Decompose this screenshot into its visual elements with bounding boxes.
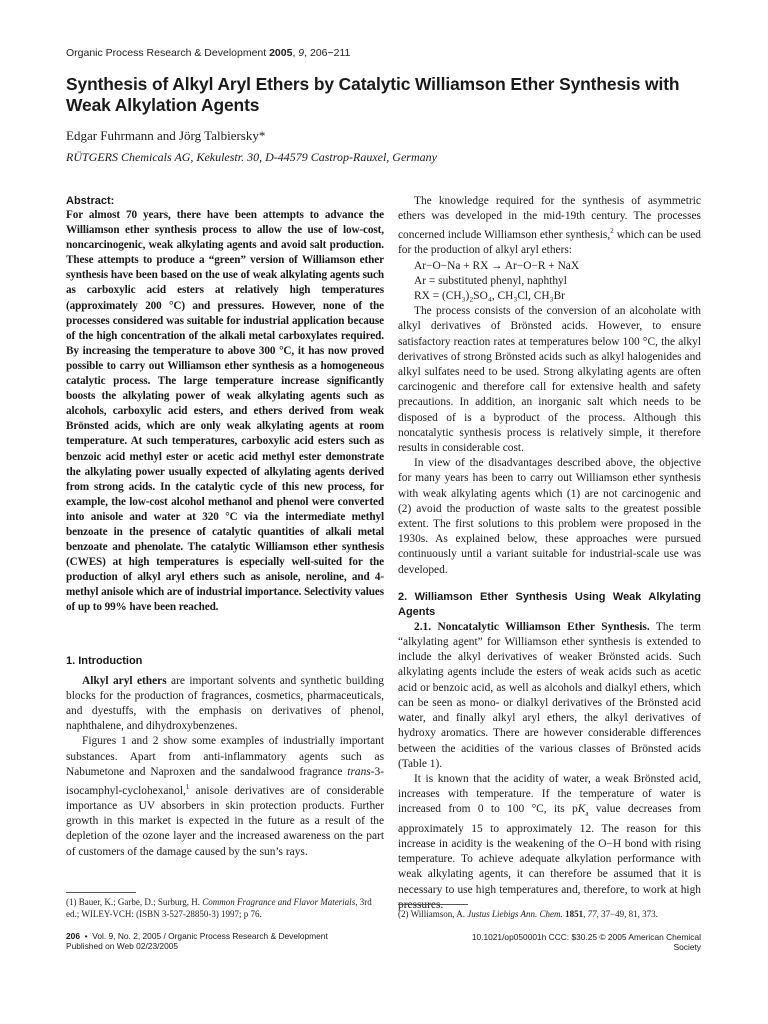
intro-paragraph-2: Figures 1 and 2 show some examples of industrially important substances. Apart from anti-inflammatory agents such as Nabumetone and Naproxen and the sandalwood fragrance trans-3-isocamphyl-cyclohexanol,$^1$ anisole derivatives are of considerable importance as UV absorbers in skin protection products. Further growth in this market is expected in the future as a result of the depletion of the ozone layer and the increased awareness on the part of customers of the damage caused by the sun’s rays. bbox=[66, 735, 384, 858]
section-spacer bbox=[66, 616, 384, 654]
acidity-paragraph: It is known that the acidity of water, a weak Brönsted acid, increases with temperature. If the temperature of water is increased from 0 to 100 °C, its $pK_a$ value decreases from approximately 15 to approximately 12. The reason for this increase in acidity is the weakening of the O−H bond with rising temperature. To achieve adequate alkylation performance with weak alkylating agents, it can therefore be assumed that it is necessary to use high temperatures and, therefore, to work at high pressures. bbox=[398, 772, 702, 911]
publication-date: Published on Web 02/23/2005 bbox=[66, 941, 179, 951]
journal-citation: Organic Process Research & Development 2005, 9, 206−211 bbox=[66, 47, 351, 59]
abstract-heading: Abstract: bbox=[66, 195, 115, 207]
footer-left: 206 • Vol. 9, No. 2, 2005 / Organic Process Research & Development Published on Web 02/23/2005 bbox=[66, 931, 328, 951]
journal-name: Organic Process Research & Development bbox=[66, 47, 267, 59]
subsection-2-1: 2.1. Noncatalytic Williamson Ether Synthesis. The term “alkylating agent” for Williamson ether synthesis is extended to include the alkyl derivatives of weaker Brönsted acids. Such alkylating agents include the esters of weak acids such as acetic acid or benzoic acid, as well as alcohols and dialkyl ethers, which can be seen as mono- or dialkyl derivatives of the Brönsted acid water, and finally alkyl aryl ethers, the alkyl derivatives of hydroxy aromatics. There are however considerable differences between the acidities of the various classes of Brönsted acids (Table 1). bbox=[398, 620, 701, 770]
abstract-text: For almost 70 years, there have been attempts to advance the Williamson ether synthesis process to allow the use of low-cost, noncarcinogenic, weak alkylating agents and avoid salt production. These attempts to produce a “green” version of Williamson ether synthesis have been based on the use of weak alkylating agents such as carboxylic acid esters at relatively high temperatures (approximately 200 °C) and pressures. However, none of the processes considered was suitable for industrial application because of the high concentration of the alkali metal carboxylates required. By increasing the temperature to above 300 °C, it has now proved possible to carry out Williamson ether synthesis as a homogeneous catalytic process. The large temperature increase significantly boosts the alkylating power of weak alkylating agents such as alcohols, carboxylic acid esters, and ethers derived from weak Brönsted acids, which are only weak alkylating agents at room temperature. At such temperatures, carboxylic acid esters such as benzoic acid methyl ester or acetic acid methyl ester demonstrate the alkylating power usually expected of alkylating agents derived from strong acids. In the catalytic cycle of this new process, for example, the low-cost alcohol methanol and phenol were converted into anisole and water at 320 °C via the intermediate methyl benzoate in the presence of catalytic quantities of alkali metal benzoate and phenolate. The catalytic Williamson ether synthesis (CWES) at high temperatures is especially well-suited for the production of alkyl aryl ethers such as anisole, neroline, and 4-methyl anisole which are of industrial importance. Selectivity values of up to 99% have been reached. bbox=[66, 209, 384, 614]
footnote-1: (1) Bauer, K.; Garbe, D.; Surburg, H. Common Fragrance and Flavor Materials, 3rd ed.; WILEY-VCH: (ISBN 3-527-28850-3) 1997; p 76. bbox=[66, 897, 372, 919]
issue-info: Vol. 9, No. 2, 2005 / Organic Process Research & Development bbox=[92, 931, 328, 941]
article-title: Synthesis of Alkyl Aryl Ethers by Catalytic Williamson Ether Synthesis with Weak Alkylation Agents bbox=[66, 74, 680, 115]
intro-term: Alkyl aryl ethers bbox=[82, 674, 167, 687]
reference-marker: 2 bbox=[610, 227, 614, 236]
section-2-heading: 2. Williamson Ether Synthesis Using Weak Alkylating Agents bbox=[398, 590, 701, 618]
doi-copyright: 10.1021/op050001h CCC: $30.25 © 2005 American Chemical Society bbox=[471, 932, 701, 952]
affiliation: RÜTGERS Chemicals AG, Kekulestr. 30, D-44579 Castrop-Rauxel, Germany bbox=[66, 150, 437, 164]
equation-rx-definition: RX = (CH₃)₂SO₄, CH₃Cl, CH₃Br bbox=[414, 290, 565, 303]
history-paragraph: The knowledge required for the synthesis of asymmetric ethers was developed in the mid-19th century. The processes concerned include Williamson ether synthesis,$^2$ which can be used for the production of alkyl aryl ethers: bbox=[398, 195, 701, 257]
reference-marker: 1 bbox=[185, 782, 190, 791]
left-column bbox=[66, 194, 384, 860]
intro-heading: 1. Introduction bbox=[66, 654, 143, 667]
journal-volume: 9 bbox=[298, 47, 305, 59]
process-paragraph: The process consists of the conversion of an alcoholate with alkyl derivatives of Brönsted acids. However, to ensure satisfactory reaction rates at temperatures below 100 °C, the alkyl derivatives of strong Brönsted acids such as alkyl halogenides and alkyl sulfates need to be used. Strong alkylating agents are often carcinogenic and therefore call for extensive health and safety precautions. In addition, an inorganic salt which needs to be disposed of is a byproduct of the process. Although this noncatalytic synthesis process is relatively simple, it therefore results in considerable cost. bbox=[398, 305, 701, 455]
equation-reaction: Ar−O−Na + RX → Ar−O−R + NaX bbox=[414, 259, 580, 272]
intro-paragraph-1: Alkyl aryl ethers are important solvents and synthetic building blocks for the production of fragrances, cosmetics, pharmaceuticals, and dyestuffs, with the emphasis on derivatives of phenol, naphthalene, and dihydroxybenzenes. bbox=[66, 674, 384, 733]
subsection-2-1-heading: 2.1. Noncatalytic Williamson Ether Synthesis. bbox=[414, 620, 650, 633]
page-number: 206 bbox=[66, 931, 80, 941]
right-column bbox=[398, 194, 701, 913]
equation-ar-definition: Ar = substituted phenyl, naphthyl bbox=[414, 274, 567, 287]
journal-pages: 206−211 bbox=[309, 47, 351, 59]
disadvantages-paragraph: In view of the disadvantages described above, the objective for many years has been to carry out Williamson ether synthesis with weak alkylating agents which (1) are not carcinogenic and (2) avoid the production of waste salts to the greatest possible extent. The first solutions to this problem were proposed in the 1930s. As explained below, these approaches were pursued continuously until a variant suitable for industrial-scale use was developed. bbox=[398, 457, 701, 576]
footnote-rule-right bbox=[398, 904, 468, 905]
journal-year: 2005 bbox=[269, 47, 293, 59]
authors: Edgar Fuhrmann and Jörg Talbiersky* bbox=[66, 128, 266, 143]
footnote-2: (2) Williamson, A. Justus Liebigs Ann. Chem. 1851, 77, 37−49, 81, 373. bbox=[398, 909, 658, 919]
footnote-rule-left bbox=[66, 892, 136, 893]
